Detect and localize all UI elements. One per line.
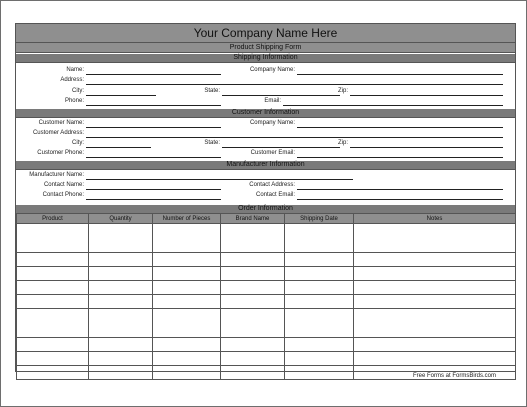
customer-state-label: State: bbox=[204, 140, 220, 146]
table-cell[interactable] bbox=[285, 309, 354, 338]
table-cell[interactable] bbox=[17, 253, 89, 267]
table-cell[interactable] bbox=[153, 224, 221, 253]
shipping-section-header: Shipping Information bbox=[16, 54, 515, 63]
table-cell[interactable] bbox=[153, 253, 221, 267]
table-cell[interactable] bbox=[153, 338, 221, 352]
manufacturer-name-label: Manufacturer Name: bbox=[29, 172, 84, 178]
table-cell[interactable] bbox=[89, 366, 153, 380]
table-cell[interactable] bbox=[354, 295, 516, 309]
column-header-product: Product bbox=[17, 214, 89, 224]
column-header-quantity: Quantity bbox=[89, 214, 153, 224]
customer-phone-label: Customer Phone: bbox=[37, 150, 84, 156]
customer-address-field[interactable] bbox=[86, 137, 503, 138]
customer-city-label: City: bbox=[72, 140, 84, 146]
table-cell[interactable] bbox=[153, 281, 221, 295]
customer-zip-field[interactable] bbox=[350, 147, 503, 148]
table-cell[interactable] bbox=[285, 253, 354, 267]
shipping-name-label: Name: bbox=[66, 67, 84, 73]
contact-email-field[interactable] bbox=[297, 199, 503, 200]
table-cell[interactable] bbox=[221, 281, 285, 295]
order-section-header: Order Information bbox=[16, 205, 515, 214]
table-cell[interactable] bbox=[221, 295, 285, 309]
table-cell[interactable] bbox=[89, 224, 153, 253]
customer-name-label: Customer Name: bbox=[38, 120, 84, 126]
table-cell[interactable] bbox=[221, 224, 285, 253]
shipping-email-label: Email: bbox=[264, 98, 281, 104]
table-cell[interactable] bbox=[17, 352, 89, 366]
shipping-address-field[interactable] bbox=[86, 84, 503, 85]
table-cell[interactable] bbox=[221, 309, 285, 338]
contact-email-label: Contact Email: bbox=[255, 192, 295, 198]
table-cell[interactable] bbox=[17, 338, 89, 352]
table-row bbox=[17, 267, 516, 281]
table-row bbox=[17, 309, 516, 338]
form-subtitle: Product Shipping Form bbox=[16, 43, 515, 53]
shipping-phone-field[interactable] bbox=[86, 105, 221, 106]
table-row bbox=[17, 281, 516, 295]
column-header-pieces: Number of Pieces bbox=[153, 214, 221, 224]
customer-name-field[interactable] bbox=[86, 127, 221, 128]
column-header-notes: Notes bbox=[354, 214, 516, 224]
shipping-zip-label: Zip: bbox=[337, 88, 348, 94]
table-cell[interactable] bbox=[354, 352, 516, 366]
shipping-city-field[interactable] bbox=[86, 95, 156, 96]
customer-phone-field[interactable] bbox=[86, 157, 221, 158]
table-cell[interactable] bbox=[89, 309, 153, 338]
table-cell[interactable] bbox=[354, 309, 516, 338]
customer-zip-label: Zip: bbox=[337, 140, 348, 146]
customer-state-field[interactable] bbox=[222, 147, 340, 148]
column-header-brand: Brand Name bbox=[221, 214, 285, 224]
shipping-company-label: Company Name: bbox=[249, 67, 295, 73]
customer-company-label: Company Name: bbox=[249, 120, 295, 126]
table-cell[interactable] bbox=[17, 267, 89, 281]
table-cell[interactable] bbox=[89, 352, 153, 366]
table-cell[interactable] bbox=[354, 253, 516, 267]
table-cell[interactable] bbox=[221, 253, 285, 267]
shipping-form bbox=[15, 23, 516, 372]
table-cell[interactable] bbox=[285, 366, 354, 380]
table-row bbox=[17, 295, 516, 309]
column-header-ship-date: Shipping Date bbox=[285, 214, 354, 224]
shipping-zip-field[interactable] bbox=[350, 95, 503, 96]
table-cell[interactable] bbox=[354, 267, 516, 281]
table-row bbox=[17, 352, 516, 366]
shipping-phone-label: Phone: bbox=[64, 98, 84, 104]
contact-address-field[interactable] bbox=[297, 189, 503, 190]
table-cell[interactable] bbox=[89, 281, 153, 295]
table-cell[interactable] bbox=[285, 224, 354, 253]
customer-email-field[interactable] bbox=[297, 157, 503, 158]
table-cell[interactable] bbox=[221, 338, 285, 352]
table-cell[interactable] bbox=[354, 281, 516, 295]
table-row bbox=[17, 338, 516, 352]
shipping-address-label: Address: bbox=[60, 77, 84, 83]
table-cell[interactable] bbox=[153, 366, 221, 380]
table-cell[interactable] bbox=[153, 295, 221, 309]
table-row bbox=[17, 253, 516, 267]
shipping-company-field[interactable] bbox=[297, 74, 503, 75]
table-cell[interactable] bbox=[153, 352, 221, 366]
company-name-title: Your Company Name Here bbox=[16, 24, 515, 43]
table-cell[interactable] bbox=[89, 253, 153, 267]
table-cell[interactable] bbox=[221, 352, 285, 366]
table-cell[interactable] bbox=[17, 366, 89, 380]
shipping-state-field[interactable] bbox=[222, 95, 340, 96]
table-cell[interactable] bbox=[285, 338, 354, 352]
manufacturer-section-header: Manufacturer Information bbox=[16, 161, 515, 170]
table-cell[interactable] bbox=[221, 267, 285, 281]
customer-email-label: Customer Email: bbox=[250, 150, 295, 156]
table-cell[interactable] bbox=[285, 295, 354, 309]
customer-address-label: Customer Address: bbox=[32, 130, 84, 136]
shipping-email-field[interactable] bbox=[283, 105, 503, 106]
customer-company-field[interactable] bbox=[297, 127, 503, 128]
table-cell[interactable] bbox=[17, 281, 89, 295]
table-cell[interactable] bbox=[17, 295, 89, 309]
table-row bbox=[17, 224, 516, 253]
table-cell[interactable] bbox=[285, 281, 354, 295]
table-cell[interactable] bbox=[153, 309, 221, 338]
contact-phone-field[interactable] bbox=[86, 199, 221, 200]
table-cell[interactable] bbox=[285, 267, 354, 281]
table-cell[interactable] bbox=[89, 295, 153, 309]
table-cell[interactable] bbox=[89, 338, 153, 352]
table-cell[interactable] bbox=[17, 309, 89, 338]
table-cell[interactable] bbox=[354, 224, 516, 253]
shipping-city-label: City: bbox=[72, 88, 84, 94]
contact-name-field[interactable] bbox=[86, 189, 221, 190]
order-table bbox=[16, 213, 516, 380]
table-cell[interactable] bbox=[17, 224, 89, 253]
shipping-name-field[interactable] bbox=[86, 74, 221, 75]
contact-address-label: Contact Address: bbox=[249, 182, 295, 188]
table-cell[interactable] bbox=[354, 338, 516, 352]
shipping-state-label: State: bbox=[204, 88, 220, 94]
order-table-header bbox=[17, 214, 516, 224]
table-cell[interactable] bbox=[221, 366, 285, 380]
manufacturer-name-field[interactable] bbox=[86, 179, 353, 180]
table-cell[interactable] bbox=[285, 352, 354, 366]
table-cell[interactable] bbox=[153, 267, 221, 281]
footer-credit: Free Forms at FormsBirds.com bbox=[412, 373, 496, 379]
contact-name-label: Contact Name: bbox=[43, 182, 84, 188]
customer-city-field[interactable] bbox=[86, 147, 151, 148]
customer-section-header: Customer Information bbox=[16, 109, 515, 118]
contact-phone-label: Contact Phone: bbox=[42, 192, 84, 198]
table-cell[interactable] bbox=[89, 267, 153, 281]
